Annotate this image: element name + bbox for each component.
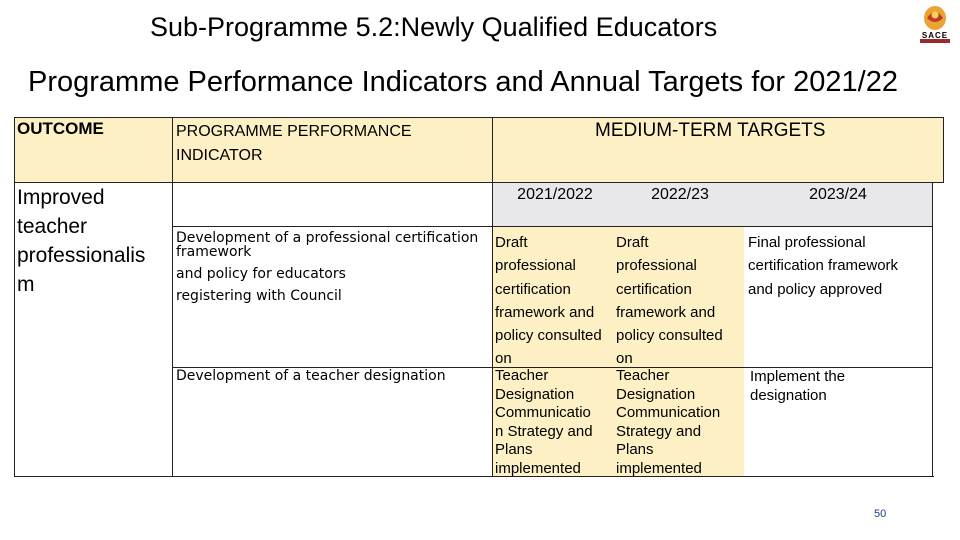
header-border-right — [943, 117, 944, 183]
text-line: professional — [495, 257, 576, 275]
text-line: Implement the — [750, 368, 846, 385]
text-line: and policy approved — [748, 280, 883, 298]
text-line: implemented — [616, 459, 702, 477]
outcome-header: OUTCOME — [17, 119, 104, 138]
text-line: Designation — [495, 385, 575, 403]
outcome-value: Improved teacher professionalis m — [17, 186, 146, 296]
slide-title: Sub-Programme 5.2:Newly Qualified Educators — [150, 12, 718, 42]
year-2022-header: 2022/23 — [651, 186, 709, 203]
text-line: on — [616, 350, 633, 368]
text-line: policy consulted — [616, 327, 723, 345]
text-line: and policy for educators — [176, 266, 346, 282]
table-border-top — [14, 117, 944, 118]
text-line: professional — [616, 257, 697, 275]
target-2021-row-2 — [495, 367, 617, 478]
year-2021-header: 2021/2022 — [517, 186, 593, 203]
text-line: designation — [750, 387, 827, 404]
text-line: framework and — [616, 303, 716, 321]
indicator-row-1 — [176, 229, 496, 305]
years-divider — [172, 226, 932, 227]
text-line: Teacher — [616, 367, 670, 384]
text-line: Plans — [495, 441, 533, 458]
text-line: Draft — [495, 234, 528, 251]
sace-logo — [912, 4, 958, 50]
text-line: Communicatio — [495, 404, 591, 421]
text-line: certification framework — [748, 257, 899, 275]
logo-emblem-icon — [912, 4, 958, 50]
page-number: 50 — [874, 508, 887, 520]
targets-header: MEDIUM-TERM TARGETS — [595, 120, 826, 141]
text-line: n Strategy and — [495, 422, 593, 440]
text-line: on — [495, 350, 512, 368]
table-border-left — [14, 117, 15, 477]
text-line: Draft — [616, 234, 649, 251]
text-line: Strategy and — [616, 422, 702, 440]
year-2023-header: 2023/24 — [809, 186, 867, 203]
target-2022-row-1 — [616, 231, 746, 371]
indicator-header: PROGRAMME PERFORMANCE INDICATOR — [176, 123, 412, 164]
text-line: implemented — [495, 459, 581, 477]
text-line: Plans — [616, 441, 654, 458]
text-line: certification — [495, 280, 571, 298]
target-2022-row-2 — [616, 367, 746, 478]
text-line: framework — [176, 244, 252, 260]
text-line: Development of a professional certification — [176, 230, 479, 246]
text-line: Communication — [616, 404, 721, 421]
target-2023-row-1 — [748, 231, 938, 301]
text-line: Teacher — [495, 367, 549, 384]
text-line: policy consulted — [495, 327, 602, 345]
text-line: Designation — [616, 385, 696, 403]
table-border-bottom — [14, 476, 934, 477]
text-line: Development of a teacher designation — [176, 368, 446, 384]
col-divider-outcome — [172, 117, 173, 477]
text-line: Final professional — [748, 234, 866, 251]
text-line: framework and — [495, 303, 595, 321]
target-2021-row-1 — [495, 231, 617, 371]
slide-subtitle: Programme Performance Indicators and Annual Targets for 2021/22 — [28, 66, 898, 98]
text-line: registering with Council — [176, 288, 342, 304]
logo-text: SACE — [921, 31, 949, 40]
target-2023-row-2 — [750, 367, 930, 405]
table-border-right — [932, 182, 933, 477]
indicator-row-2 — [176, 367, 486, 385]
text-line: certification — [616, 280, 692, 298]
